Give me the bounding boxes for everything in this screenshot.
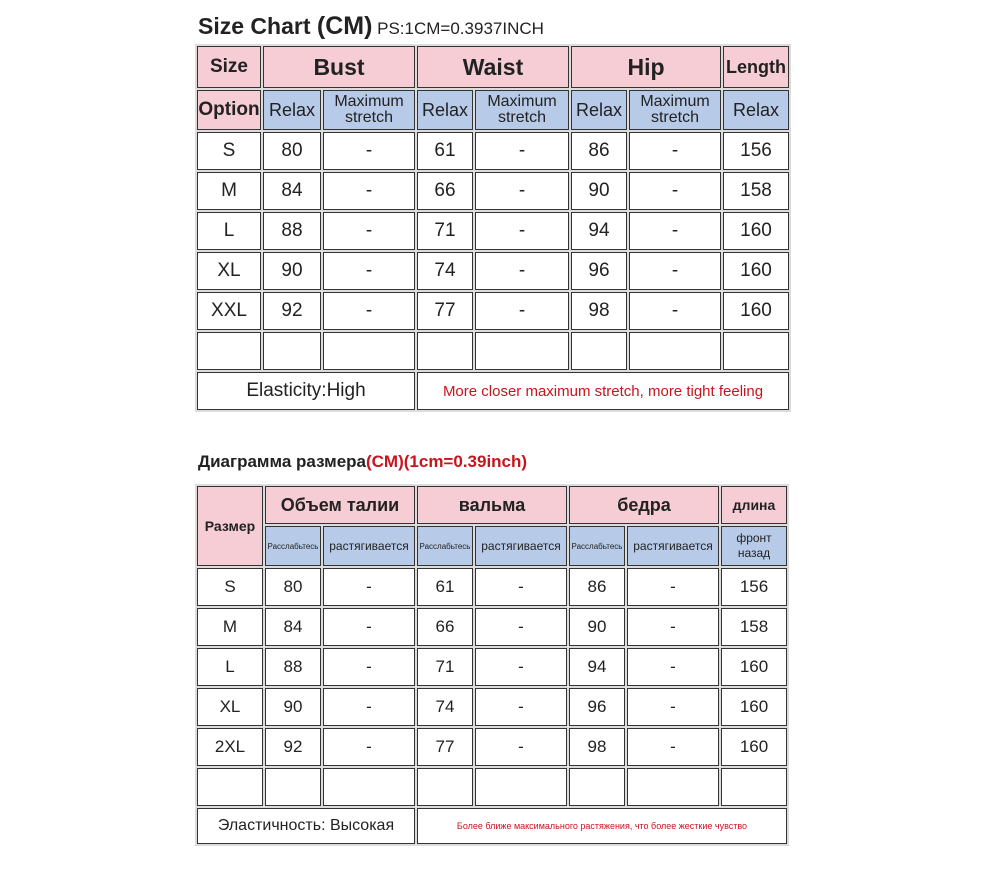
size-cell: XL — [197, 688, 263, 726]
size-cell: S — [197, 132, 261, 170]
bust-cell: 90 — [265, 688, 321, 726]
waist-cell: 74 — [417, 252, 473, 290]
waist-cell: 71 — [417, 212, 473, 250]
conversion-note: PS:1CM=0.3937INCH — [372, 19, 544, 38]
empty-cell — [627, 768, 719, 806]
length-relax-header: Relax — [723, 90, 789, 130]
title-unit: (CM) — [316, 12, 373, 40]
length-cell: 160 — [723, 292, 789, 330]
bust-max-cell: - — [323, 688, 415, 726]
length-cell: 160 — [721, 648, 787, 686]
size-cell: L — [197, 212, 261, 250]
waist-cell: 61 — [417, 568, 473, 606]
empty-cell — [417, 768, 473, 806]
bust-cell: 92 — [263, 292, 321, 330]
waist-max-cell: - — [475, 132, 569, 170]
waist-cell: 71 — [417, 648, 473, 686]
hip-relax-header-ru: Расслабьтесь — [569, 526, 625, 566]
hip-max-header — [629, 90, 721, 130]
hip-cell: 86 — [571, 132, 627, 170]
stretch-note-ru: Более ближе максимального растяжения, что более жесткие чувство — [417, 808, 787, 844]
size-cell: XXL — [197, 292, 261, 330]
hip-cell: 96 — [571, 252, 627, 290]
hip-max-cell: - — [627, 568, 719, 606]
bust-header-ru: Объем талии — [265, 486, 415, 524]
waist-max-cell: - — [475, 212, 569, 250]
size-header-ru: Размер — [197, 486, 263, 566]
hip-cell: 94 — [571, 212, 627, 250]
waist-cell: 77 — [417, 728, 473, 766]
hip-cell: 96 — [569, 688, 625, 726]
waist-cell: 74 — [417, 688, 473, 726]
elasticity-label-ru: Эластичность: Высокая — [197, 808, 415, 844]
size-cell: S — [197, 568, 263, 606]
waist-max-header-ru: растягивается — [475, 526, 567, 566]
hip-max-cell: - — [629, 172, 721, 210]
stretch-note: More closer maximum stretch, more tight feeling — [417, 372, 789, 410]
bust-header: Bust — [263, 46, 415, 88]
waist-cell: 66 — [417, 608, 473, 646]
bust-cell: 88 — [265, 648, 321, 686]
waist-max-cell: - — [475, 728, 567, 766]
hip-max-cell: - — [629, 292, 721, 330]
hip-cell: 90 — [571, 172, 627, 210]
waist-relax-header-ru: Расслабьтесь — [417, 526, 473, 566]
length-cell: 160 — [721, 728, 787, 766]
hip-cell: 98 — [569, 728, 625, 766]
table-row — [197, 728, 787, 766]
hip-cell: 86 — [569, 568, 625, 606]
waist-max-cell: - — [475, 252, 569, 290]
max-line-2: stretch — [344, 109, 393, 126]
empty-cell — [721, 768, 787, 806]
size-cell: XL — [197, 252, 261, 290]
max-line-1: Maximum — [334, 93, 404, 110]
bust-max-cell: - — [323, 132, 415, 170]
size-header: Size — [197, 46, 261, 88]
empty-cell — [629, 332, 721, 370]
size-chart-table-ru — [195, 484, 789, 846]
size-cell: 2XL — [197, 728, 263, 766]
hip-cell: 94 — [569, 648, 625, 686]
length-cell: 160 — [723, 212, 789, 250]
size-cell: L — [197, 648, 263, 686]
size-chart-title-ru — [198, 452, 527, 472]
table-row — [197, 252, 789, 290]
bust-cell: 80 — [263, 132, 321, 170]
bust-cell: 90 — [263, 252, 321, 290]
hip-max-cell: - — [627, 728, 719, 766]
waist-max-cell: - — [475, 648, 567, 686]
bust-max-cell: - — [323, 252, 415, 290]
max-line-2: stretch — [497, 109, 546, 126]
empty-cell — [197, 768, 263, 806]
bust-max-header-ru: растягивается — [323, 526, 415, 566]
bust-max-cell: - — [323, 172, 415, 210]
hip-max-cell: - — [629, 132, 721, 170]
bust-max-cell: - — [323, 648, 415, 686]
empty-cell — [265, 768, 321, 806]
empty-cell — [723, 332, 789, 370]
bust-cell: 84 — [263, 172, 321, 210]
hip-relax-header: Relax — [571, 90, 627, 130]
table-row — [197, 608, 787, 646]
empty-cell — [475, 332, 569, 370]
bust-relax-header-ru: Расслабьтесь — [265, 526, 321, 566]
bust-max-cell: - — [323, 212, 415, 250]
waist-max-cell: - — [475, 172, 569, 210]
length-cell: 160 — [723, 252, 789, 290]
bust-max-header — [323, 90, 415, 130]
bust-max-cell: - — [323, 568, 415, 606]
table-row — [197, 688, 787, 726]
length-header-ru: длина — [721, 486, 787, 524]
waist-relax-header: Relax — [417, 90, 473, 130]
length-cell: 160 — [721, 688, 787, 726]
waist-header: Waist — [417, 46, 569, 88]
size-cell: M — [197, 172, 261, 210]
bust-cell: 84 — [265, 608, 321, 646]
size-chart-title — [198, 12, 544, 41]
bust-max-cell: - — [323, 728, 415, 766]
hip-header-ru: бедра — [569, 486, 719, 524]
table-row — [197, 568, 787, 606]
hip-max-cell: - — [627, 608, 719, 646]
hip-cell: 98 — [571, 292, 627, 330]
hip-max-cell: - — [627, 648, 719, 686]
length-sub-line-1: фронт — [736, 531, 772, 545]
bust-cell: 80 — [265, 568, 321, 606]
hip-max-cell: - — [627, 688, 719, 726]
empty-row — [197, 332, 789, 370]
waist-cell: 66 — [417, 172, 473, 210]
empty-cell — [571, 332, 627, 370]
waist-max-cell: - — [475, 608, 567, 646]
hip-max-cell: - — [629, 252, 721, 290]
option-header: Option — [197, 90, 261, 130]
waist-max-cell: - — [475, 688, 567, 726]
conversion-note-ru: (CM)(1cm=0.39inch) — [365, 452, 528, 471]
max-line-2: stretch — [650, 109, 699, 126]
empty-cell — [197, 332, 261, 370]
empty-cell — [323, 768, 415, 806]
bust-max-cell: - — [323, 608, 415, 646]
size-cell: M — [197, 608, 263, 646]
hip-max-header-ru: растягивается — [627, 526, 719, 566]
hip-header: Hip — [571, 46, 721, 88]
waist-cell: 77 — [417, 292, 473, 330]
waist-cell: 61 — [417, 132, 473, 170]
size-chart-table-en — [195, 44, 791, 412]
bust-cell: 92 — [265, 728, 321, 766]
table-row — [197, 292, 789, 330]
length-cell: 158 — [723, 172, 789, 210]
bust-cell: 88 — [263, 212, 321, 250]
hip-cell: 90 — [569, 608, 625, 646]
empty-cell — [323, 332, 415, 370]
empty-cell — [263, 332, 321, 370]
length-header: Length — [723, 46, 789, 88]
hip-max-cell: - — [629, 212, 721, 250]
table-row — [197, 132, 789, 170]
empty-row — [197, 768, 787, 806]
length-cell: 158 — [721, 608, 787, 646]
bust-max-cell: - — [323, 292, 415, 330]
length-cell: 156 — [721, 568, 787, 606]
waist-max-cell: - — [475, 568, 567, 606]
table-row — [197, 212, 789, 250]
empty-cell — [417, 332, 473, 370]
length-cell: 156 — [723, 132, 789, 170]
max-line-1: Maximum — [640, 93, 710, 110]
table-row — [197, 648, 787, 686]
waist-header-ru: вальма — [417, 486, 567, 524]
elasticity-label: Elasticity:High — [197, 372, 415, 410]
max-line-1: Maximum — [487, 93, 557, 110]
table-row — [197, 172, 789, 210]
length-sub-line-2: назад — [737, 546, 771, 560]
length-sub-header-ru — [721, 526, 787, 566]
bust-relax-header: Relax — [263, 90, 321, 130]
empty-cell — [569, 768, 625, 806]
title-main: Size Chart — [198, 13, 317, 39]
empty-cell — [475, 768, 567, 806]
waist-max-cell: - — [475, 292, 569, 330]
title-main-ru: Диаграмма размера — [198, 452, 366, 471]
waist-max-header — [475, 90, 569, 130]
